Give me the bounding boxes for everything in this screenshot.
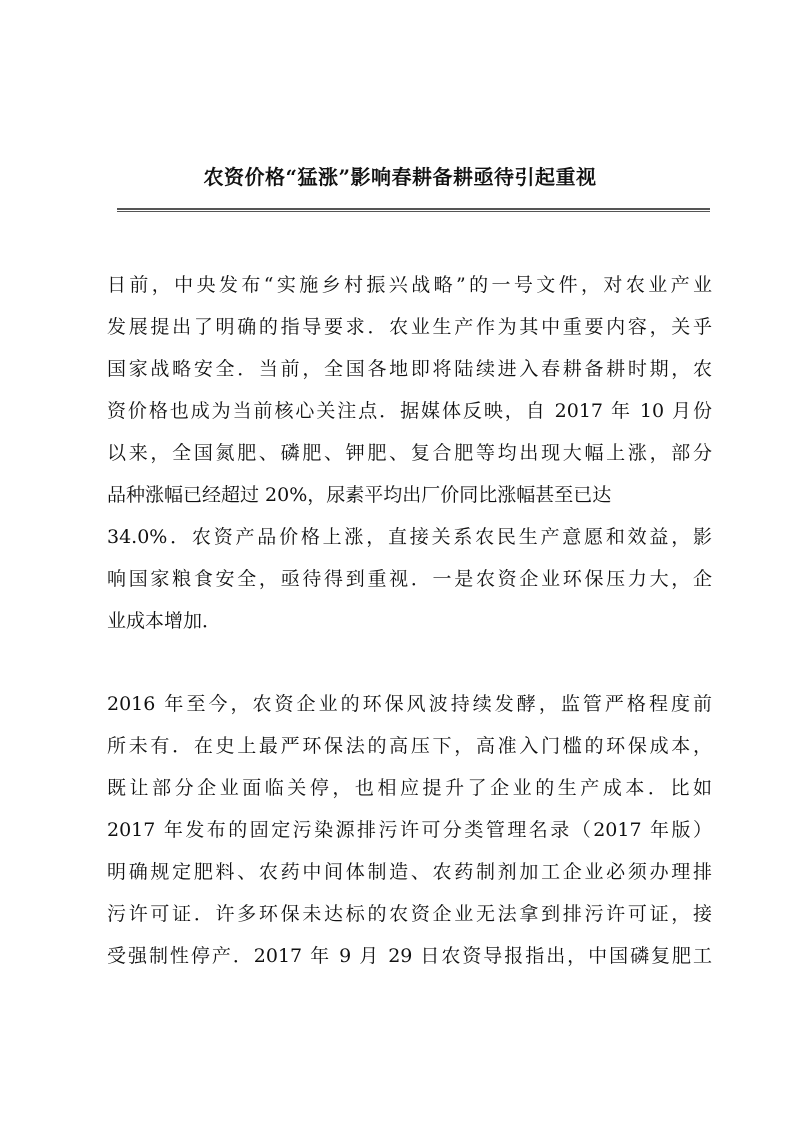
paragraph-line: 2017 年发布的固定污染源排污许可分类管理名录（2017 年版） — [107, 819, 712, 841]
paragraph-line: 所未有．在史上最严环保法的高压下，高准入门槛的环保成本， — [107, 735, 712, 757]
paragraph-line: 污许可证．许多环保未达标的农资企业无法拿到排污许可证，接 — [107, 903, 712, 925]
page-title: 农资价格“猛涨”影响春耕备耕亟待引起重视 — [203, 165, 597, 189]
paragraph-line: 既让部分企业面临关停，也相应提升了企业的生产成本．比如 — [107, 777, 712, 799]
paragraph-line: 受强制性停产．2017 年 9 月 29 日农资导报指出，中国磷复肥工 — [107, 945, 712, 967]
title-divider — [117, 208, 710, 212]
paragraph-line: 日前，中央发布“实施乡村振兴战略”的一号文件，对农业产业 — [107, 274, 712, 296]
paragraph-line: 国家战略安全．当前，全国各地即将陆续进入春耕备耕时期，农 — [107, 358, 712, 380]
paragraph-line: 资价格也成为当前核心关注点．据媒体反映，自 2017 年 10 月份 — [107, 400, 712, 422]
paragraph-line: 明确规定肥料、农药中间体制造、农药制剂加工企业必须办理排 — [107, 861, 712, 883]
paragraph-line: 发展提出了明确的指导要求．农业生产作为其中重要内容，关乎 — [107, 316, 712, 338]
body-paragraph-2 — [107, 683, 712, 977]
paragraph-line: 34.0%．农资产品价格上涨，直接关系农民生产意愿和效益，影 — [107, 526, 712, 548]
body-paragraph-1 — [107, 264, 712, 642]
paragraph-line: 以来，全国氮肥、磷肥、钾肥、复合肥等均出现大幅上涨，部分 — [107, 442, 712, 464]
paragraph-line: 业成本增加． — [107, 610, 222, 632]
paragraph-line: 品种涨幅已经超过 20%，尿素平均出厂价同比涨幅甚至已达 — [107, 484, 612, 506]
paragraph-line: 响国家粮食安全，亟待得到重视．一是农资企业环保压力大，企 — [107, 568, 712, 590]
paragraph-line: 2016 年至今，农资企业的环保风波持续发酵，监管严格程度前 — [107, 693, 712, 715]
